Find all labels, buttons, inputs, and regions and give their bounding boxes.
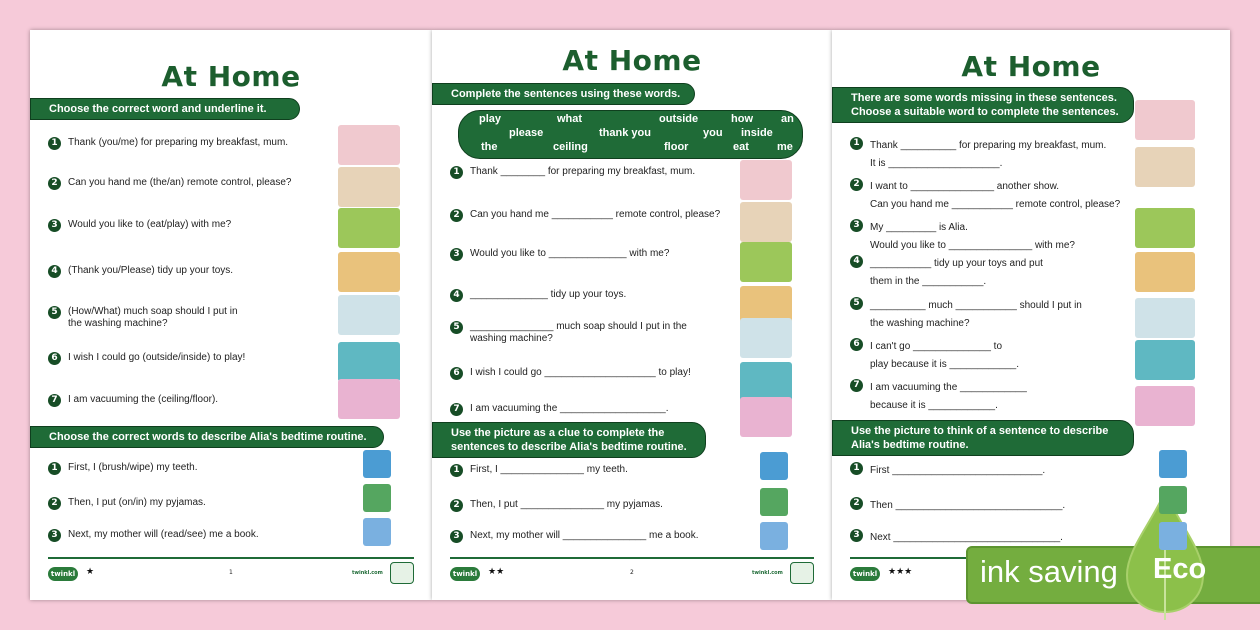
word-bank-word: inside [741, 127, 773, 139]
sentence-item[interactable] [870, 255, 1043, 291]
item-number: 7 [48, 394, 61, 407]
item-number: 1 [450, 464, 463, 477]
sentence-item[interactable] [68, 352, 245, 364]
word-bank-word: what [557, 113, 583, 125]
instruction-line: Choose the correct word and underline it. [49, 103, 267, 115]
illustration-bedtime-story [760, 522, 788, 550]
section-instruction [30, 98, 300, 120]
illustration-television [740, 202, 792, 242]
illustration-bedtime-story [363, 518, 391, 546]
sentence-line: Next, my mother will (read/see) me a book. [68, 529, 259, 540]
worksheet-page-1 [30, 30, 432, 600]
sentence-item[interactable] [68, 306, 238, 330]
sentence-line: them in the ___________. [870, 276, 987, 287]
sentence-line: __________ much ___________ should I put in [870, 300, 1082, 311]
twinkl-logo: twinkl [48, 567, 78, 581]
illustration-laundry [740, 318, 792, 358]
word-bank-word: ceiling [553, 141, 588, 153]
sentence-item[interactable] [470, 530, 698, 542]
illustration-window [338, 342, 400, 382]
sentence-line: Thank (you/me) for preparing my breakfast, mum. [68, 137, 289, 148]
sentence-item[interactable] [470, 403, 669, 415]
sentence-line: Can you hand me ___________ remote control, please? [870, 199, 1121, 210]
word-bank-word: please [509, 127, 544, 139]
twinkl-logo: twinkl [450, 567, 480, 581]
site-url[interactable]: twinkl.com [752, 570, 783, 576]
section-instruction [432, 83, 695, 105]
illustration-window [740, 362, 792, 402]
sentence-item[interactable] [870, 529, 1063, 547]
sentence-line: I am vacuuming the ___________________. [470, 403, 669, 414]
item-number: 2 [48, 497, 61, 510]
sentence-item[interactable] [870, 178, 1120, 214]
item-number: 6 [450, 367, 463, 380]
difficulty-stars: ★ [86, 567, 95, 577]
sentence-item[interactable] [870, 497, 1065, 515]
item-number: 5 [850, 297, 863, 310]
sentence-item[interactable] [470, 248, 669, 260]
quality-badge [790, 562, 814, 584]
page-title: At Home [161, 60, 301, 93]
sentence-line: It is ____________________. [870, 158, 1003, 169]
item-number: 1 [850, 462, 863, 475]
illustration-vacuuming [338, 379, 400, 419]
instruction-line: Alia's bedtime routine. [851, 439, 969, 451]
illustration-television [338, 167, 400, 207]
sentence-item[interactable] [68, 394, 218, 406]
sentence-item[interactable] [470, 499, 663, 511]
instruction-line: There are some words missing in these sentences. [851, 92, 1117, 104]
sentence-item[interactable] [870, 297, 1082, 333]
illustration-toys [1135, 252, 1195, 292]
word-bank-word: you [703, 127, 723, 139]
sentence-line: My _________ is Alia. [870, 222, 968, 233]
section-instruction [30, 426, 384, 448]
illustration-vacuuming [740, 397, 792, 437]
sentence-line: First, I _______________ my teeth. [470, 464, 628, 475]
sentence-line: ______________ tidy up your toys. [470, 289, 627, 300]
page-number: 2 [630, 569, 634, 576]
item-number: 6 [850, 338, 863, 351]
section-instruction [432, 422, 706, 458]
sentence-line: because it is ____________. [870, 400, 998, 411]
illustration-brushing-teeth [760, 452, 788, 480]
sentence-item[interactable] [470, 367, 691, 379]
sentence-line: (How/What) much soap should I put in [68, 306, 238, 317]
sentence-line: Would you like to _______________ with me? [870, 240, 1075, 251]
sentence-line: Would you like to (eat/play) with me? [68, 219, 232, 230]
instruction-line: Choose the correct words to describe Alia's bedtime routine. [49, 431, 367, 443]
sentence-line: I am vacuuming the (ceiling/floor). [68, 394, 219, 405]
item-number: 1 [48, 137, 61, 150]
item-number: 5 [450, 321, 463, 334]
word-bank-word: floor [664, 141, 689, 153]
item-number: 2 [850, 178, 863, 191]
item-number: 5 [48, 306, 61, 319]
sentence-line: I can't go ______________ to [870, 341, 1003, 352]
item-number: 3 [48, 219, 61, 232]
sentence-item[interactable] [68, 462, 197, 474]
item-number: 4 [850, 255, 863, 268]
quality-badge [390, 562, 414, 584]
sentence-line: I want to _______________ another show. [870, 181, 1060, 192]
illustration-brushing-teeth [363, 450, 391, 478]
sentence-line: Next ______________________________. [870, 532, 1063, 543]
word-bank-word: thank you [599, 127, 651, 139]
sentence-line: Thank ________ for preparing my breakfast, mum. [470, 166, 696, 177]
sentence-line: _______________ much soap should I put in the [470, 321, 687, 332]
item-number: 2 [48, 177, 61, 190]
item-number: 3 [48, 529, 61, 542]
illustration-laundry [338, 295, 400, 335]
sentence-line: Can you hand me ___________ remote control, please? [470, 209, 721, 220]
item-number: 2 [450, 209, 463, 222]
eco-label: Eco [1153, 553, 1207, 585]
sentence-item[interactable] [68, 497, 206, 509]
page-title: At Home [562, 44, 702, 77]
sentence-line: Would you like to ______________ with me? [470, 248, 670, 259]
page-number: 1 [229, 569, 233, 576]
item-number: 3 [850, 219, 863, 232]
sentence-line: ___________ tidy up your toys and put [870, 258, 1043, 269]
sentence-line: I wish I could go (outside/inside) to play! [68, 352, 246, 363]
illustration-pyjamas [363, 484, 391, 512]
page-title: At Home [961, 50, 1101, 83]
sentence-item[interactable] [470, 166, 695, 178]
instruction-line: Choose a suitable word to complete the sentences. [851, 106, 1119, 118]
instruction-line: Use the picture as a clue to complete the [451, 427, 665, 439]
illustration-pyjamas [1159, 486, 1187, 514]
word-bank-word: play [479, 113, 502, 125]
item-number: 1 [48, 462, 61, 475]
sentence-line: First, I (brush/wipe) my teeth. [68, 462, 198, 473]
sentence-line: Next, my mother will _______________ me a book. [470, 530, 699, 541]
item-number: 3 [450, 248, 463, 261]
sentence-item[interactable] [870, 219, 1075, 255]
sentence-line: I wish I could go ____________________ to play! [470, 367, 691, 378]
sentence-item[interactable] [870, 379, 1027, 415]
word-bank-word: how [731, 113, 753, 125]
sentence-item[interactable] [870, 338, 1019, 374]
word-bank-word: the [481, 141, 498, 153]
sentence-line: the washing machine? [870, 318, 970, 329]
footer-divider [450, 557, 814, 559]
item-number: 3 [450, 530, 463, 543]
item-number: 1 [450, 166, 463, 179]
sentence-item[interactable] [470, 209, 720, 221]
sentence-item[interactable] [68, 265, 233, 277]
illustration-playground [740, 242, 792, 282]
illustration-toys [338, 252, 400, 292]
item-number: 2 [450, 499, 463, 512]
sentence-item[interactable] [68, 219, 231, 231]
sentence-item[interactable] [68, 529, 259, 541]
site-url[interactable]: twinkl.com [352, 570, 383, 576]
word-bank-word: eat [733, 141, 749, 153]
item-number: 6 [48, 352, 61, 365]
illustration-playground [1135, 208, 1195, 248]
sentence-line: Then, I put _______________ my pyjamas. [470, 499, 663, 510]
sentence-line: First ___________________________. [870, 465, 1046, 476]
sentence-line: Then ______________________________. [870, 500, 1066, 511]
item-number: 3 [850, 529, 863, 542]
instruction-line: Use the picture to think of a sentence to describe [851, 425, 1109, 437]
illustration-breakfast [740, 160, 792, 200]
word-bank-word: outside [659, 113, 699, 125]
illustration-television [1135, 147, 1195, 187]
item-number: 4 [450, 289, 463, 302]
illustration-breakfast [338, 125, 400, 165]
word-bank-word: an [781, 113, 794, 125]
word-bank [458, 110, 803, 159]
illustration-brushing-teeth [1159, 450, 1187, 478]
sentence-line: (Thank you/Please) tidy up your toys. [68, 265, 234, 276]
illustration-playground [338, 208, 400, 248]
sentence-line: play because it is ____________. [870, 359, 1020, 370]
sentence-line: Thank __________ for preparing my breakfast, mum. [870, 140, 1107, 151]
instruction-line: Complete the sentences using these words. [451, 88, 681, 100]
sentence-item[interactable] [870, 137, 1106, 173]
difficulty-stars: ★★★ [888, 567, 913, 577]
illustration-vacuuming [1135, 386, 1195, 426]
sentence-item[interactable] [470, 464, 628, 476]
illustration-bedtime-story [1159, 522, 1187, 550]
footer-divider [48, 557, 414, 559]
sentence-item[interactable] [470, 321, 687, 345]
sentence-line: washing machine? [470, 333, 553, 344]
illustration-breakfast [1135, 100, 1195, 140]
section-instruction [832, 87, 1134, 123]
item-number: 4 [48, 265, 61, 278]
item-number: 7 [850, 379, 863, 392]
twinkl-logo: twinkl [850, 567, 880, 581]
sentence-item[interactable] [68, 177, 291, 189]
sentence-item[interactable] [68, 137, 288, 149]
item-number: 1 [850, 137, 863, 150]
sentence-line: I am vacuuming the ____________ [870, 382, 1027, 393]
item-number: 7 [450, 403, 463, 416]
difficulty-stars: ★★ [488, 567, 505, 577]
instruction-line: sentences to describe Alia's bedtime routine. [451, 441, 687, 453]
sentence-line: Can you hand me (the/an) remote control, please? [68, 177, 292, 188]
illustration-laundry [1135, 298, 1195, 338]
illustration-window [1135, 340, 1195, 380]
sentence-item[interactable] [470, 289, 626, 301]
ink-saving-text: ink saving [980, 554, 1118, 589]
item-number: 2 [850, 497, 863, 510]
ink-saving-banner [966, 546, 1260, 604]
illustration-pyjamas [760, 488, 788, 516]
sentence-item[interactable] [870, 462, 1045, 480]
sentence-line: the washing machine? [68, 318, 168, 329]
word-bank-word: me [777, 141, 793, 153]
sentence-line: Then, I put (on/in) my pyjamas. [68, 497, 206, 508]
section-instruction [832, 420, 1134, 456]
